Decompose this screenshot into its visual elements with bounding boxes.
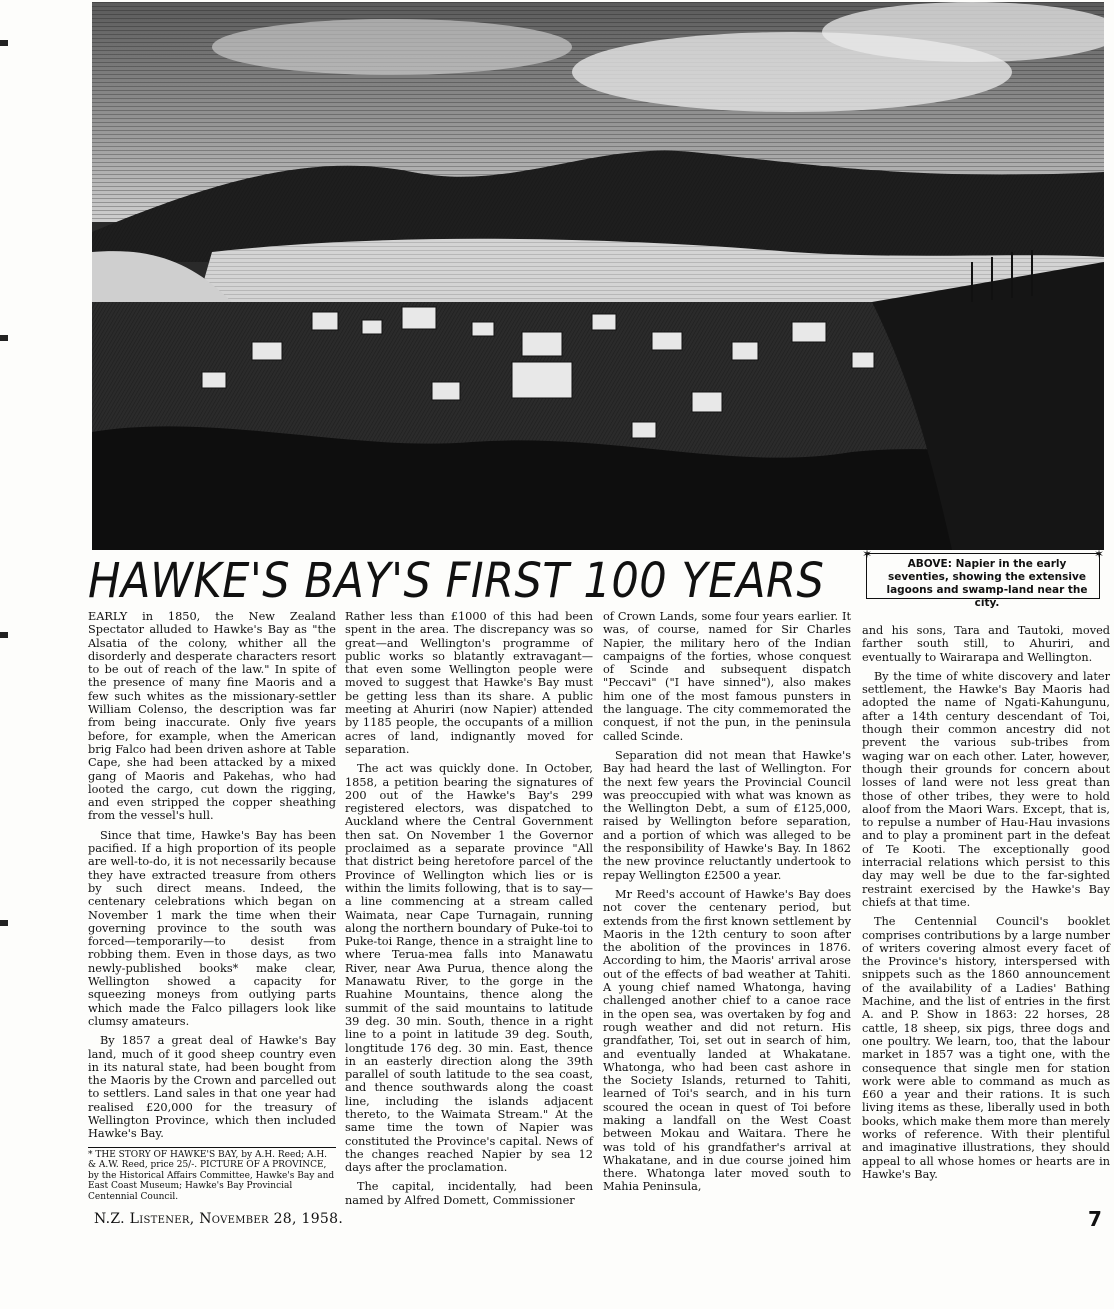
- article-headline: HAWKE'S BAY'S FIRST 100 YEARS: [88, 553, 825, 609]
- caption-text: Napier in the early seventies, showing the extensive lagoons and swamp-land near the city.: [886, 558, 1088, 609]
- edge-mark: [0, 920, 8, 926]
- page-number: 7: [1088, 1207, 1102, 1231]
- caption-lead: ABOVE:: [907, 558, 952, 570]
- article-column-4: [862, 624, 1110, 1187]
- image-caption: [862, 547, 1104, 609]
- paragraph: The Centennial Council's booklet comprises contributions by a large number of writers covering almost every facet of the Province's history, interspersed with snippets such as the 1860 announcement of the availability of a Ladies' Bathing Machine, and the list of entries in the first A. and P. Show in 1863: 22 horses, 28 cattle, 18 sheep, six pigs, three dogs and one poultry. We learn, too, that the labour market in 1857 was a tight one, with the consequence that single men for station work were able to command as much as £60 a year and their rations. It is such living items as these, liberally used in both books, which make them more than merely works of reference. With their plentiful and imaginative illustrations, they should appeal to all whose homes or hearts are in Hawke's Bay.: [862, 915, 1110, 1181]
- masthead-footer: N.Z. Listener, November 28, 1958.: [94, 1211, 344, 1227]
- paragraph: EARLY in 1850, the New Zealand Spectator alluded to Hawke's Bay as "the Alsatia of the colony, whither all the disorderly and desperate characters resort to be out of reach of the law." In spite of the presence of many fine Maoris and a few such whites as the missionary-settler William Colenso, the description was far from being inaccurate. Only five years before, for example, when the American brig Falco had been driven ashore at Table Cape, she had been attacked by a mixed gang of Maoris and Pakehas, who had looted the cargo, cut down the rigging, and even stripped the copper sheathing from the vessel's hull.: [88, 610, 336, 823]
- paragraph: By the time of white discovery and later settlement, the Hawke's Bay Maoris had adopted the name of Ngati-Kahungunu, after a 14th century descendant of Toi, though their common ancestry did not prevent the various sub-tribes from waging war on each other. Later, however, though their grounds for concern about losses of land were not less great than those of other tribes, they were to hold aloof from the Maori Wars. Except, that is, to repulse a number of Hau-Hau invasions and to play a prominent part in the defeat of Te Kooti. The exceptionally good interracial relations which persist to this day may well be due to the far-sighted restraint exercised by the Hawke's Bay chiefs at that time.: [862, 669, 1110, 909]
- paragraph: Mr Reed's account of Hawke's Bay does not cover the centenary period, but extends from the first known settlement by Maoris in the 12th century to soon after the abolition of the provinces in 1876. According to him, the Maoris' arrival arose out of the effects of bad weather at Tahiti. A young chief named Whatonga, having challenged another chief to a canoe race in the open sea, was overtaken by fog and rough weather and did not return. His grandfather, Toi, set out in search of him, and eventually landed at Whakatane. Whatonga, who had been cast ashore in the Society Islands, returned to Tahiti, learned of Toi's search, and in his turn scoured the ocean in quest of Toi before making a landfall on the West Coast between Mokau and Waitara. There he was told of his grandfather's arrival at Whakatane, and in due course joined him there. Whatonga later moved south to Mahia Peninsula,: [603, 887, 851, 1194]
- paragraph: Separation did not mean that Hawke's Bay had heard the last of Wellington. For the next few years the Provincial Council was preoccupied with what was known as the Wellington Debt, a sum of £125,000, raised by Wellington before separation, and a portion of which was alleged to be the responsibility of Hawke's Bay. In 1862 the new province reluctantly undertook to repay Wellington £2500 a year.: [603, 748, 851, 882]
- book-footnote: * THE STORY OF HAWKE'S BAY, by A.H. Reed; A.H. & A.W. Reed, price 25/-. PICTURE OF A PROVINCE, by the Historical Affairs Committee, Hawke's Bay and East Coast Museum; Hawke's Bay Provincial Centennial Council.: [88, 1147, 336, 1203]
- paragraph: Since that time, Hawke's Bay has been pacified. If a high proportion of its people are well-to-do, it is not necessarily because they have extracted treasure from others by such direct means. Indeed, the centenary celebrations which began on November 1 mark the time when their governing province to the south was forced—temporarily—to desist from robbing them. Even in those days, as two newly-published books* make clear, Wellington showed a capacity for squeezing moneys from outlying parts which made the Falco pillagers look like clumsy amateurs.: [88, 828, 336, 1028]
- paragraph: The act was quickly done. In October, 1858, a petition bearing the signatures of 200 out of the Hawke's Bay's 299 registered electors, was dispatched to Auckland where the Central Government then sat. On November 1 the Governor proclaimed as a separate province "All that district being heretofore parcel of the Province of Wellington which lies or is within the limits following, that is to say—a line commencing at a stream called Waimata, near Cape Turnagain, running along the northern boundary of Puke-toi to Puke-toi Range, thence in a straight line to where Terua-mea falls into Manawatu River, near Awa Purua, thence along the Manawatu River, to the gorge in the Ruahine Mountains, thence along the summit of the said mountains to latitude 39 deg. 30 min. South, thence in a right line to a point in latitude 39 deg. South, longtitude 176 deg. 30 min. East, thence in an easterly direction along the 39th parallel of south latitude to the sea coast, and thence southwards along the coast line, including the islands adjacent thereto, to the Waimata Stream." At the same time the town of Napier was constituted the Province's capital. News of the changes reached Napier by sea 12 days after the proclamation.: [345, 762, 593, 1175]
- star-icon: ✶: [862, 547, 873, 561]
- napier-engraving-illustration: [92, 2, 1104, 550]
- edge-mark: [0, 40, 8, 46]
- paragraph: of Crown Lands, some four years earlier. It was, of course, named for Sir Charles Napier, the military hero of the Indian campaigns of the forties, whose conquest of Scinde and subsequent dispatch "Peccavi" ("I have sinned"), also makes him one of the most famous punsters in the language. The city commemorated the conquest, if not the pun, in the peninsula called Scinde.: [603, 610, 851, 743]
- article-column-3: [603, 610, 851, 1200]
- paragraph: Rather less than £1000 of this had been spent in the area. The discrepancy was so great—and Wellington's programme of public works so blatantly extravagant—that even some Wellington people were moved to suggest that Hawke's Bay must be getting less than its share. A public meeting at Ahuriri (now Napier) attended by 1185 people, the occupants of a million acres of land, indignantly moved for separation.: [345, 610, 593, 756]
- article-column-2: [345, 610, 593, 1213]
- edge-mark: [0, 632, 8, 638]
- article-column-1: [88, 610, 336, 1202]
- star-icon: ✶: [1093, 547, 1104, 561]
- paragraph: and his sons, Tara and Tautoki, moved farther south still, to Ahuriri, and eventually to Wairarapa and Wellington.: [862, 624, 1110, 664]
- paragraph: The capital, incidentally, had been named by Alfred Domett, Commissioner: [345, 1180, 593, 1207]
- paragraph: By 1857 a great deal of Hawke's Bay land, much of it good sheep country even in its natural state, had been bought from the Maoris by the Crown and parcelled out to settlers. Land sales in that one year had realised £20,000 for the treasury of Wellington Province, which then included Hawke's Bay.: [88, 1034, 336, 1141]
- edge-mark: [0, 335, 8, 341]
- engraving-image: [92, 2, 1104, 550]
